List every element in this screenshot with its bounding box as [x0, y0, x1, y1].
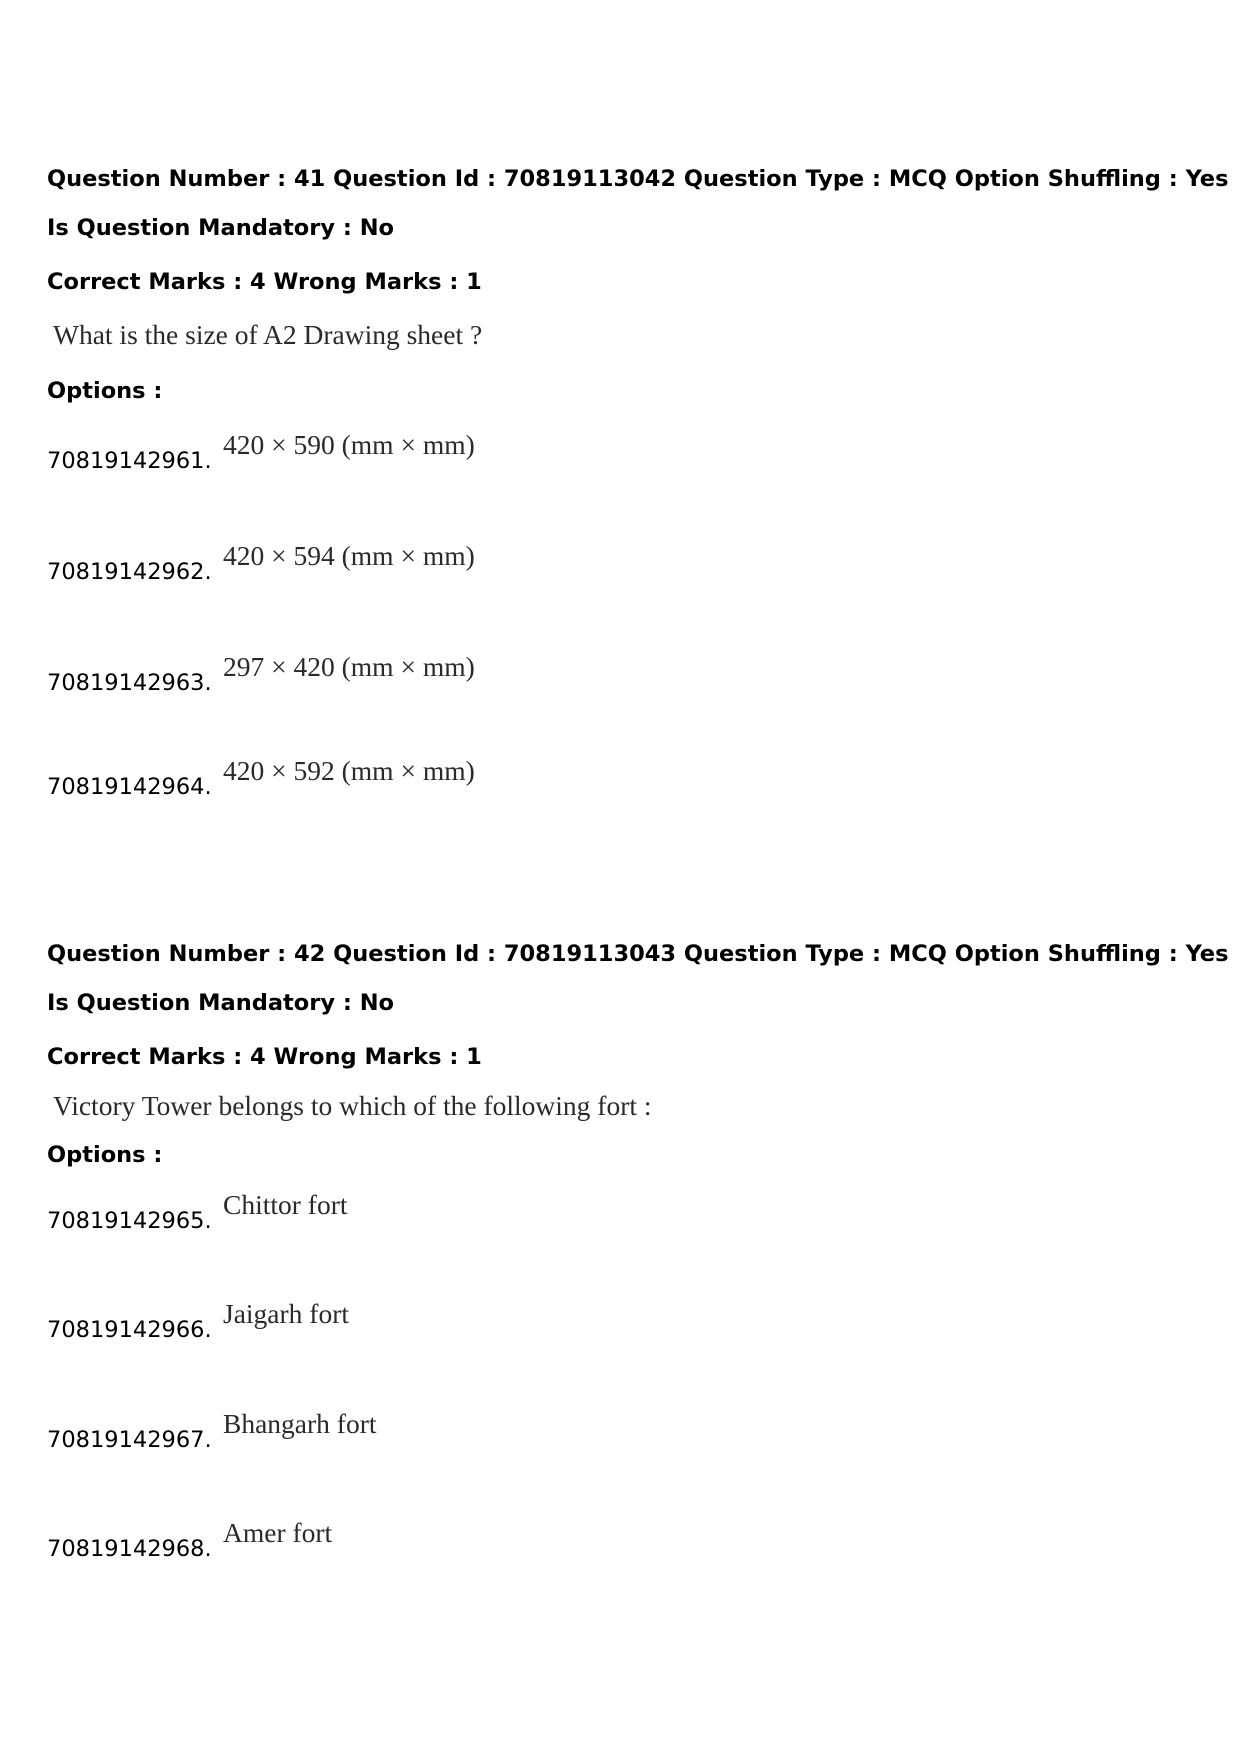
mandatory-line: Is Question Mandatory : No	[47, 215, 394, 241]
option-text: Jaigarh fort	[223, 1298, 349, 1329]
option-text: 420 × 592 (mm × mm)	[223, 755, 475, 786]
option-id: 70819142964.	[47, 774, 212, 800]
option-row[interactable]	[47, 754, 847, 802]
option-text: 297 × 420 (mm × mm)	[223, 651, 475, 682]
option-text: Chittor fort	[223, 1189, 348, 1220]
option-row[interactable]	[47, 1407, 847, 1455]
question-text: What is the size of A2 Drawing sheet ?	[53, 319, 483, 350]
option-row[interactable]	[47, 428, 847, 476]
option-row[interactable]	[47, 1297, 847, 1345]
option-id: 70819142962.	[47, 559, 212, 585]
question-header: Question Number : 41 Question Id : 70819113042 Question Type : MCQ Option Shuffling : Yes	[47, 166, 1229, 192]
option-row[interactable]	[47, 539, 847, 587]
question-header: Question Number : 42 Question Id : 70819113043 Question Type : MCQ Option Shuffling : Yes	[47, 941, 1229, 967]
option-id: 70819142968.	[47, 1536, 212, 1562]
options-label: Options :	[47, 378, 163, 404]
option-row[interactable]	[47, 1516, 847, 1564]
option-text: 420 × 594 (mm × mm)	[223, 540, 475, 571]
marks-line: Correct Marks : 4 Wrong Marks : 1	[47, 269, 482, 295]
option-text: Amer fort	[223, 1517, 333, 1548]
option-id: 70819142961.	[47, 448, 212, 474]
option-id: 70819142967.	[47, 1427, 212, 1453]
marks-line: Correct Marks : 4 Wrong Marks : 1	[47, 1044, 482, 1070]
option-row[interactable]	[47, 650, 847, 698]
mandatory-line: Is Question Mandatory : No	[47, 990, 394, 1016]
question-text: Victory Tower belongs to which of the following fort :	[53, 1090, 652, 1121]
option-id: 70819142963.	[47, 670, 212, 696]
options-label: Options :	[47, 1142, 163, 1168]
option-text: 420 × 590 (mm × mm)	[223, 429, 475, 460]
option-id: 70819142966.	[47, 1317, 212, 1343]
option-row[interactable]	[47, 1188, 847, 1236]
option-id: 70819142965.	[47, 1208, 212, 1234]
option-text: Bhangarh fort	[223, 1408, 377, 1439]
